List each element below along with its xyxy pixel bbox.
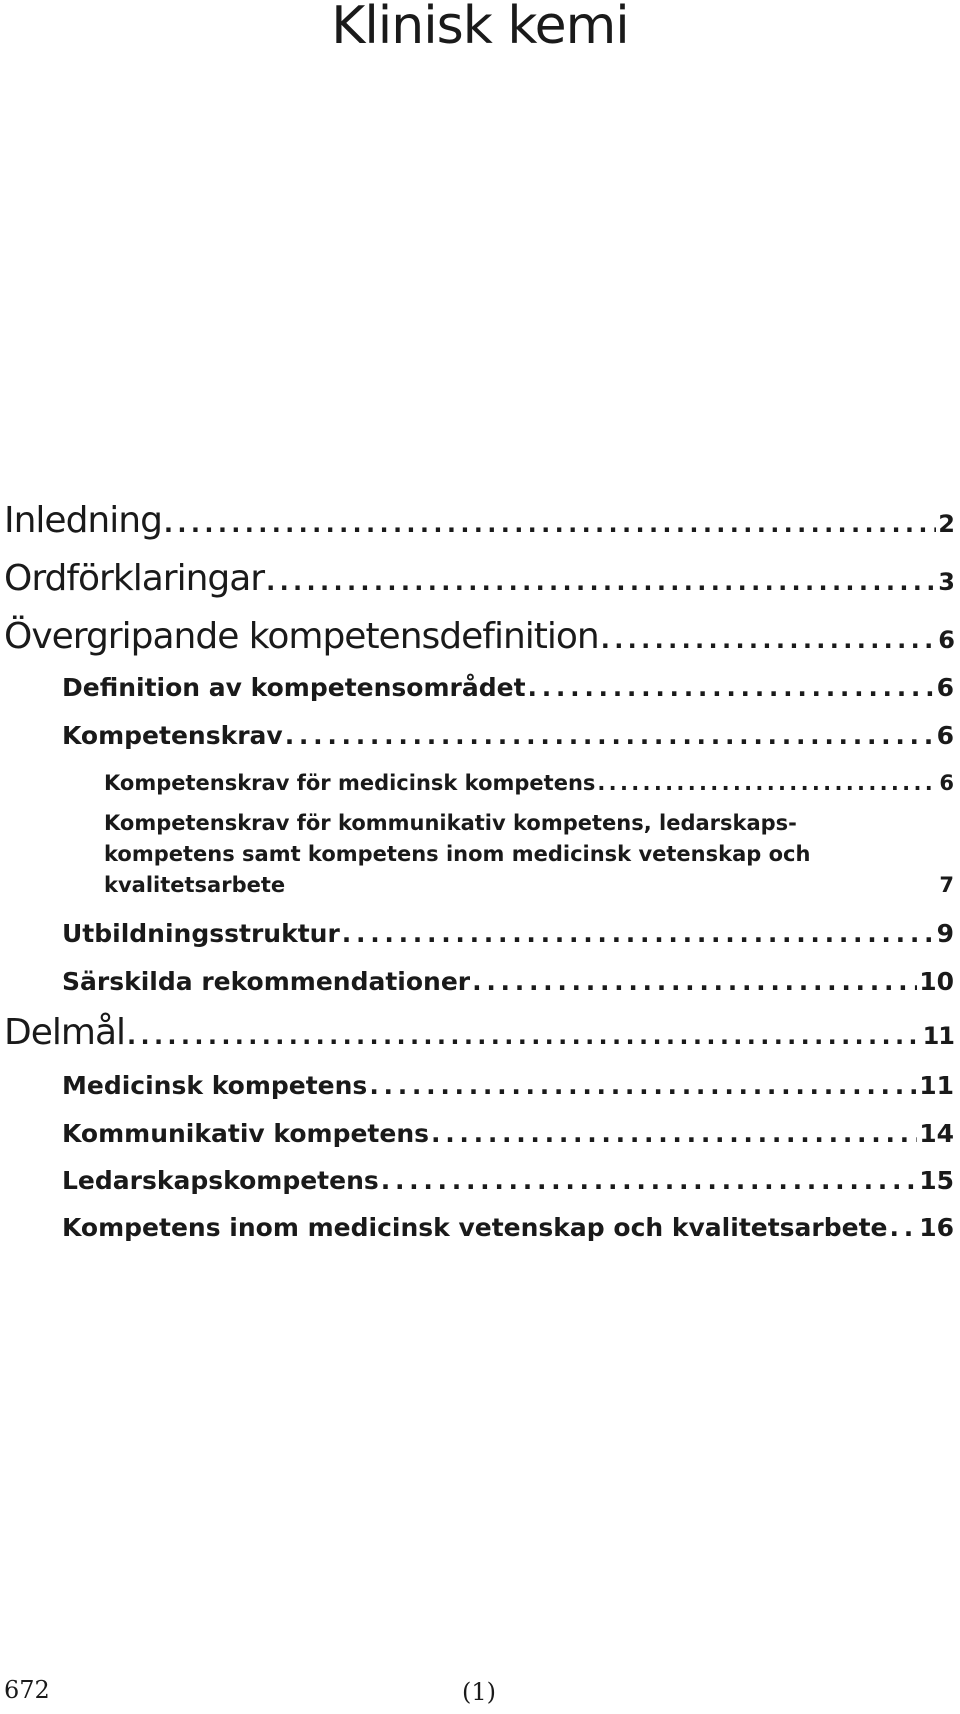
toc-leader-dots [342,919,935,948]
toc-leader-dots [266,568,936,596]
toc-entry-sarskilda-rekommendationer[interactable] [62,967,954,996]
toc-page-number: 6 [936,721,954,750]
toc-entry-ordforklaringar[interactable] [4,558,954,599]
toc-leader-dots [285,721,935,750]
toc-entry-label: Ordförklaringar [4,558,265,599]
toc-entry-label: Delmål [4,1012,126,1053]
toc-entry-ledarskapskompetens[interactable] [62,1166,954,1195]
toc-leader-dots [127,1022,921,1050]
toc-page-number: 9 [936,919,954,948]
toc-entry-label-line-2: kompetens samt kompetens inom medicinsk vetenskap och [104,842,811,866]
toc-entry-kompetenskrav-medicinsk[interactable] [104,771,954,795]
toc-leader-dots [431,1119,917,1148]
toc-entry-label: Kommunikativ kompetens [62,1119,430,1148]
toc-page-number: 10 [919,967,954,996]
section-marker: (1) [462,1678,496,1706]
toc-entry-kompetenskrav[interactable] [62,721,954,750]
toc-page-number: 6 [939,771,954,795]
toc-page-number: 11 [922,1022,954,1050]
toc-entry-overgripande-kompetensdefinition[interactable] [4,616,954,657]
toc-page-number: 3 [938,568,954,596]
toc-entry-label: Ledarskapskompetens [62,1166,379,1195]
toc-page-number: 16 [919,1213,954,1242]
toc-entry-label: Definition av kompetensområdet [62,673,526,702]
toc-entry-label: Särskilda rekommendationer [62,967,471,996]
toc-entry-inledning[interactable] [4,500,954,541]
toc-page-number: 2 [938,510,954,538]
toc-entry-label: Övergripande kompetensdefinition [4,616,599,657]
toc-leader-dots [601,626,937,654]
toc-entry-delmal[interactable] [4,1012,954,1053]
toc-entry-label-line-1: Kompetenskrav för kommunikativ kompetens, ledarskaps- [104,811,797,835]
toc-entry-label: Kompetenskrav för medicinsk kompetens [104,771,596,795]
toc-leader-dots [528,673,935,702]
toc-leader-dots [472,967,917,996]
toc-entry-definition[interactable] [62,673,954,702]
toc-entry-label: Medicinsk kompetens [62,1071,368,1100]
toc-entry-label-line-3: kvalitetsarbete [104,873,286,897]
toc-entry-last-line [104,870,954,901]
toc-entry-label: Kompetenskrav [62,721,283,750]
toc-leader-dots [381,1166,917,1195]
toc-page-number: 15 [919,1166,954,1195]
toc-leader-dots [369,1071,917,1100]
toc-entry-label: Kompetens inom medicinsk vetenskap och kvalitetsarbete [62,1213,888,1242]
toc-leader-dots [164,510,936,538]
toc-leader-dots [890,1213,918,1242]
toc-entry-medicinsk-kompetens[interactable] [62,1071,954,1100]
toc-entry-utbildningsstruktur[interactable] [62,919,954,948]
toc-entry-kommunikativ-kompetens[interactable] [62,1119,954,1148]
toc-page-number: 11 [919,1071,954,1100]
toc-page-number: 6 [936,673,954,702]
toc-page-number: 14 [919,1119,954,1148]
page-title: Klinisk kemi [331,0,629,56]
toc-leader-dots [597,771,937,795]
toc-page-number: 7 [939,873,954,897]
toc-entry-kompetenskrav-kommunikativ[interactable] [104,808,954,901]
toc-entry-label: Utbildningsstruktur [62,919,340,948]
toc-entry-label: Inledning [4,500,162,541]
toc-page-number: 6 [938,626,954,654]
toc-entry-kompetens-vetenskap[interactable] [62,1213,954,1242]
page-number: 672 [4,1676,50,1704]
